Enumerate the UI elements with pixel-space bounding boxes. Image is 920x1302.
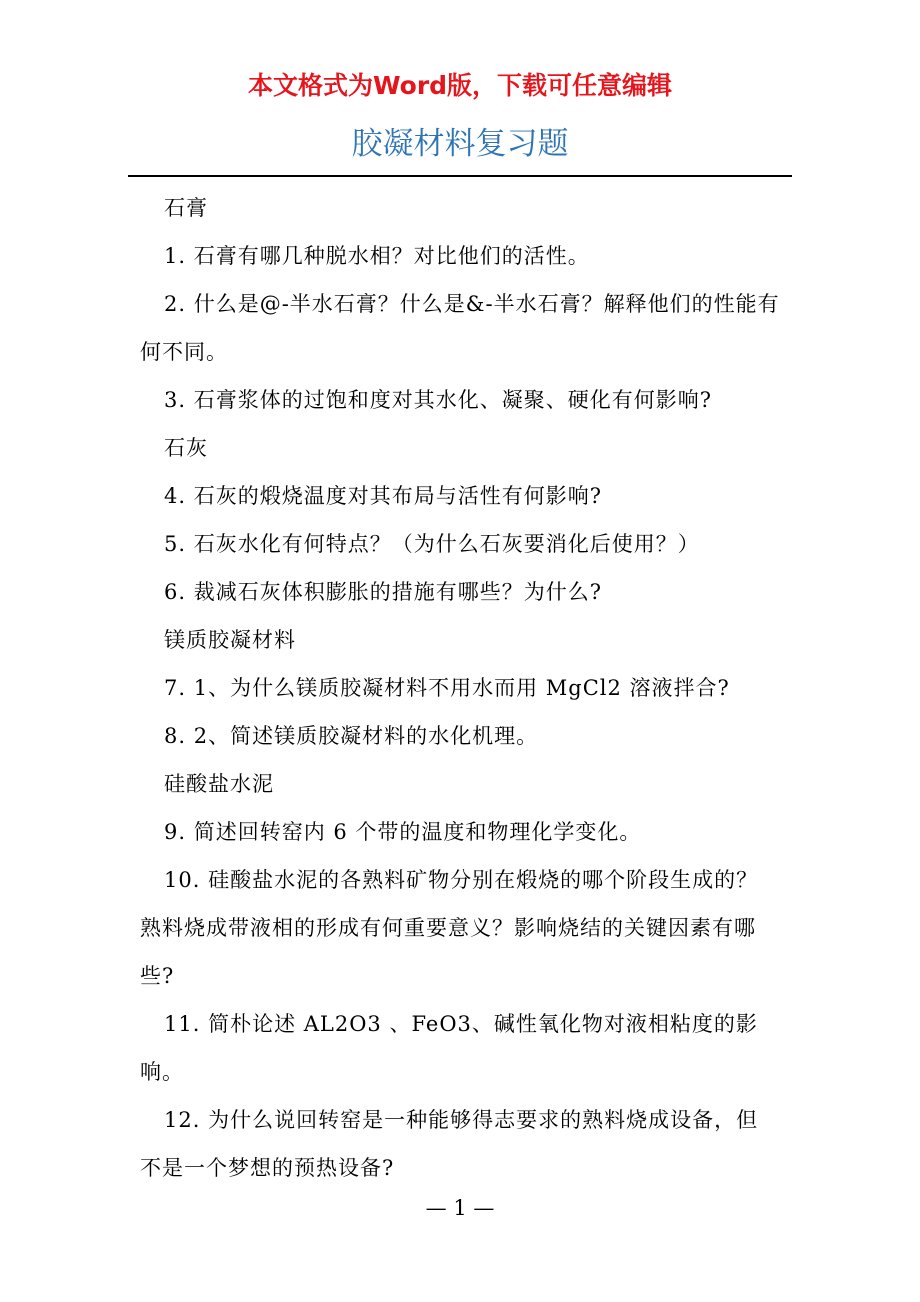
section-heading-portland-cement: 硅酸盐水泥 — [164, 772, 274, 796]
page-number: — 1 — — [425, 1196, 495, 1220]
question-6: 6. 裁减石灰体积膨胀的措施有哪些？为什么? — [164, 580, 602, 604]
question-12: 12. 为什么说回转窑是一种能够得志要求的熟料烧成设备，但不是一个梦想的预热设备? — [140, 1108, 759, 1180]
document-body — [140, 184, 780, 1192]
question-9: 9. 简述回转窑内 6 个带的温度和物理化学变化。 — [164, 820, 642, 844]
format-notice-banner: 本文格式为Word版，下载可任意编辑 — [247, 71, 673, 100]
question-5: 5. 石灰水化有何特点？（为什么石灰要消化后使用？） — [164, 532, 700, 556]
document-title: 胶凝材料复习题 — [351, 126, 569, 162]
section-heading-magnesia: 镁质胶凝材料 — [164, 628, 296, 652]
section-heading-gypsum: 石膏 — [164, 196, 208, 220]
title-divider — [128, 175, 792, 177]
question-8: 8. 2、简述镁质胶凝材料的水化机理。 — [164, 724, 539, 748]
question-3: 3. 石膏浆体的过饱和度对其水化、凝聚、硬化有何影响? — [164, 388, 712, 412]
section-heading-lime: 石灰 — [164, 436, 208, 460]
question-4: 4. 石灰的煅烧温度对其布局与活性有何影响? — [164, 484, 602, 508]
question-2: 2. 什么是@-半水石膏？什么是&-半水石膏？解释他们的性能有何不同。 — [140, 292, 780, 364]
question-1: 1. 石膏有哪几种脱水相？对比他们的活性。 — [164, 244, 590, 268]
question-10: 10. 硅酸盐水泥的各熟料矿物分别在煅烧的哪个阶段生成的？熟料烧成带液相的形成有何重要意义？影响烧结的关键因素有哪些? — [140, 868, 759, 988]
question-7: 7. 1、为什么镁质胶凝材料不用水而用 MgCl2 溶液拌合? — [164, 676, 730, 700]
question-11: 11. 简朴论述 AL2O3 、FeO3、碱性氧化物对液相粘度的影响。 — [140, 1012, 758, 1084]
